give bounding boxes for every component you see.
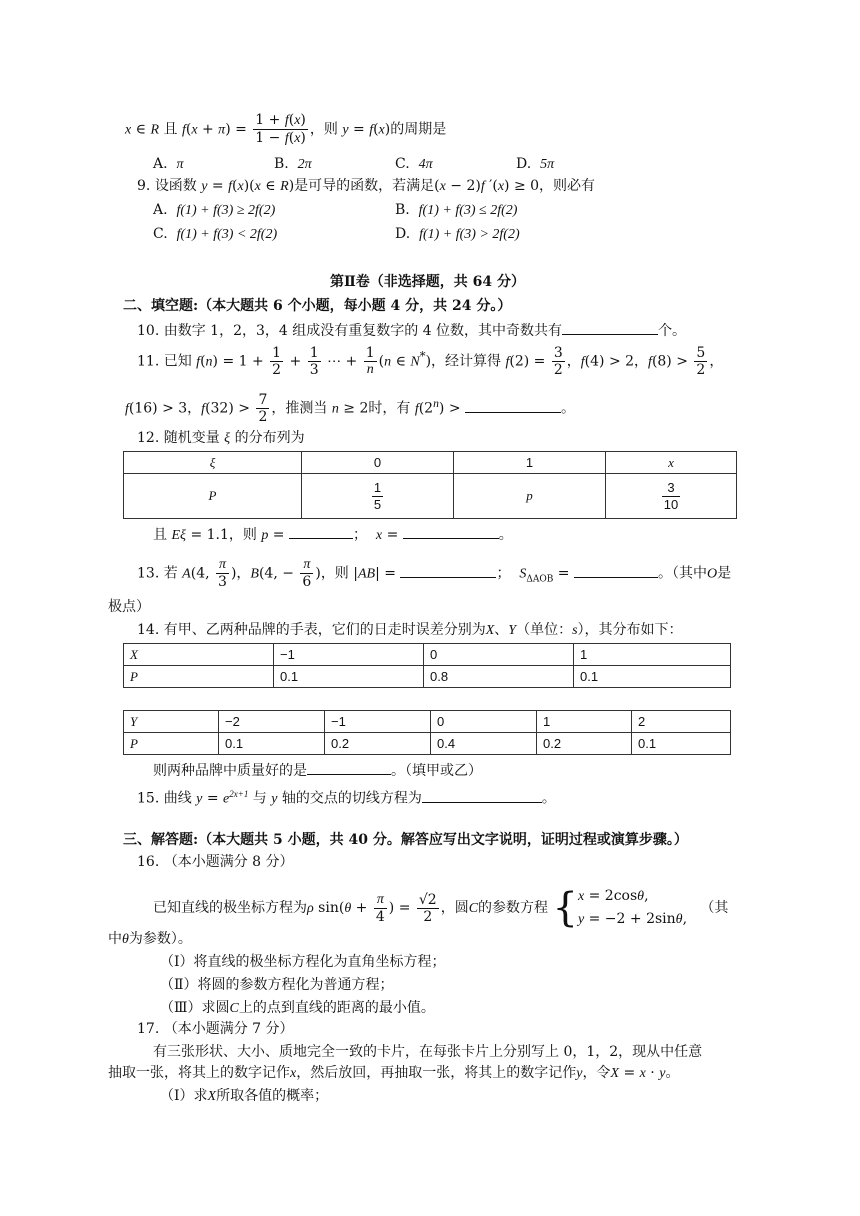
q16-continuation: 中θ为参数）。 (108, 931, 192, 947)
q8-option-a: A. π (153, 156, 184, 172)
q17-line2: 抽取一张，将其上的数字记作x，然后放回，再抽取一张，将其上的数字记作y，令X = x · y。 (108, 1065, 680, 1081)
table-row: X −1 0 1 (124, 644, 731, 666)
q14-table-x (123, 643, 731, 688)
q11-line2: f(16) > 3，f(32) > $\frac{7}{2}$ ，推测当 n ≥ 2时，有 $f(2^n)$ > 。 (125, 392, 575, 425)
q8-option-d: D. 5π (516, 156, 555, 172)
q9-option-d: D. f(1) + f(3) > 2f(2) (395, 226, 520, 242)
q14-stem: 14. 有甲、乙两种品牌的手表，它们的日走时误差分别为X、Y（单位：s），其分布如下： (137, 622, 683, 638)
q9-option-c: C. f(1) + f(3) < 2f(2) (153, 226, 278, 242)
q11-line1: 11. 已知 f(n) = 1 + $\frac{1}{2}$ + $\frac{1}{3}$ ⋯ + $\frac{1}{n}$ (n ∈ N*)，经计算得 f(2) = $\frac{3}{2}$ ，f(4) > 2，f(8) > $\frac{5}{2}$ ， (137, 345, 724, 378)
q13-continuation: 极点） (108, 599, 150, 615)
q16-heading: 16. （本小题满分 8 分） (137, 854, 294, 870)
q10: 10. 由数字 1，2，3，4 组成没有重复数字的 4 位数，其中奇数共有 个。 (137, 320, 686, 341)
q16-stem: 已知直线的极坐标方程为ρ sin(θ + $\frac{\pi}{4}$ ) = $\frac{√2}{2}$ ，圆C的参数方程 {x = 2cosθ, y = −2 + 2sinθ, （其 (153, 885, 729, 931)
q16-part-1: （Ⅰ）将直线的极坐标方程化为直角坐标方程； (160, 954, 446, 970)
q16-part-2: （Ⅱ）将圆的参数方程化为普通方程； (160, 977, 394, 993)
q12-distribution-table (123, 451, 737, 519)
q14-question: 则两种品牌中质量好的是 。（填甲或乙） (153, 760, 482, 781)
q16-part-3: （Ⅲ）求圆C上的点到直线的距离的最小值。 (160, 1000, 435, 1016)
q8-option-c: C. 4π (395, 156, 433, 172)
q15: 15. 曲线 $y = e^{2x+1}$ 与 y 轴的交点的切线方程为 。 (137, 789, 556, 807)
table-row: Y −2 −1 0 1 2 (124, 711, 731, 733)
table-row: P 0.1 0.2 0.4 0.2 0.1 (124, 733, 731, 755)
q9-stem: 9. 设函数 y = f(x)(x ∈ R)是可导的函数，若满足(x − 2)f ′(x) ≥ 0，则必有 (137, 178, 596, 194)
q12-condition: 且 Eξ = 1.1，则 p = ； x = 。 (153, 524, 513, 546)
q17-part-1: （Ⅰ）求X所取各值的概率； (160, 1088, 329, 1104)
q17-heading: 17. （本小题满分 7 分） (137, 1021, 294, 1037)
part2-section-heading: 二、填空题:（本大题共 6 个小题，每小题 4 分，共 24 分。） (123, 298, 512, 314)
q12-stem: 12. 随机变量 ξ 的分布列为 (137, 430, 305, 446)
table-row: ξ 0 1 x (124, 452, 737, 474)
table-row: P 0.1 0.8 0.1 (124, 666, 731, 688)
part3-section-heading: 三、解答题:（本大题共 5 小题，共 40 分。解答应写出文字说明，证明过程或演算步骤。） (123, 832, 688, 848)
q13: 13. 若 A(4, $\frac{\pi}{3}$ )，B(4, − $\frac{\pi}{6}$ )，则 |AB| = ； $S_{\Delta AOB}$ = 。（其中O是 (137, 557, 732, 590)
q17-line1: 有三张形状、大小、质地完全一致的卡片，在每张卡片上分别写上 0，1，2，现从中任意 (153, 1044, 703, 1060)
q14-table-y (123, 710, 731, 755)
q9-option-a: A. f(1) + f(3) ≥ 2f(2) (153, 202, 276, 218)
q9-option-b: B. f(1) + f(3) ≤ 2f(2) (395, 202, 518, 218)
q8-stem: x ∈ R 且 f(x + π) = $\frac{1 + f(x)}{1 - f(x)}$ ，则 y = f(x)的周期是 (125, 112, 447, 146)
table-row: P $\frac{1}{5}$ p $\frac{3}{10}$ (124, 474, 737, 519)
part2-title: 第Ⅱ卷（非选择题，共 64 分） (330, 274, 526, 290)
q8-option-b: B. 2π (274, 156, 312, 172)
